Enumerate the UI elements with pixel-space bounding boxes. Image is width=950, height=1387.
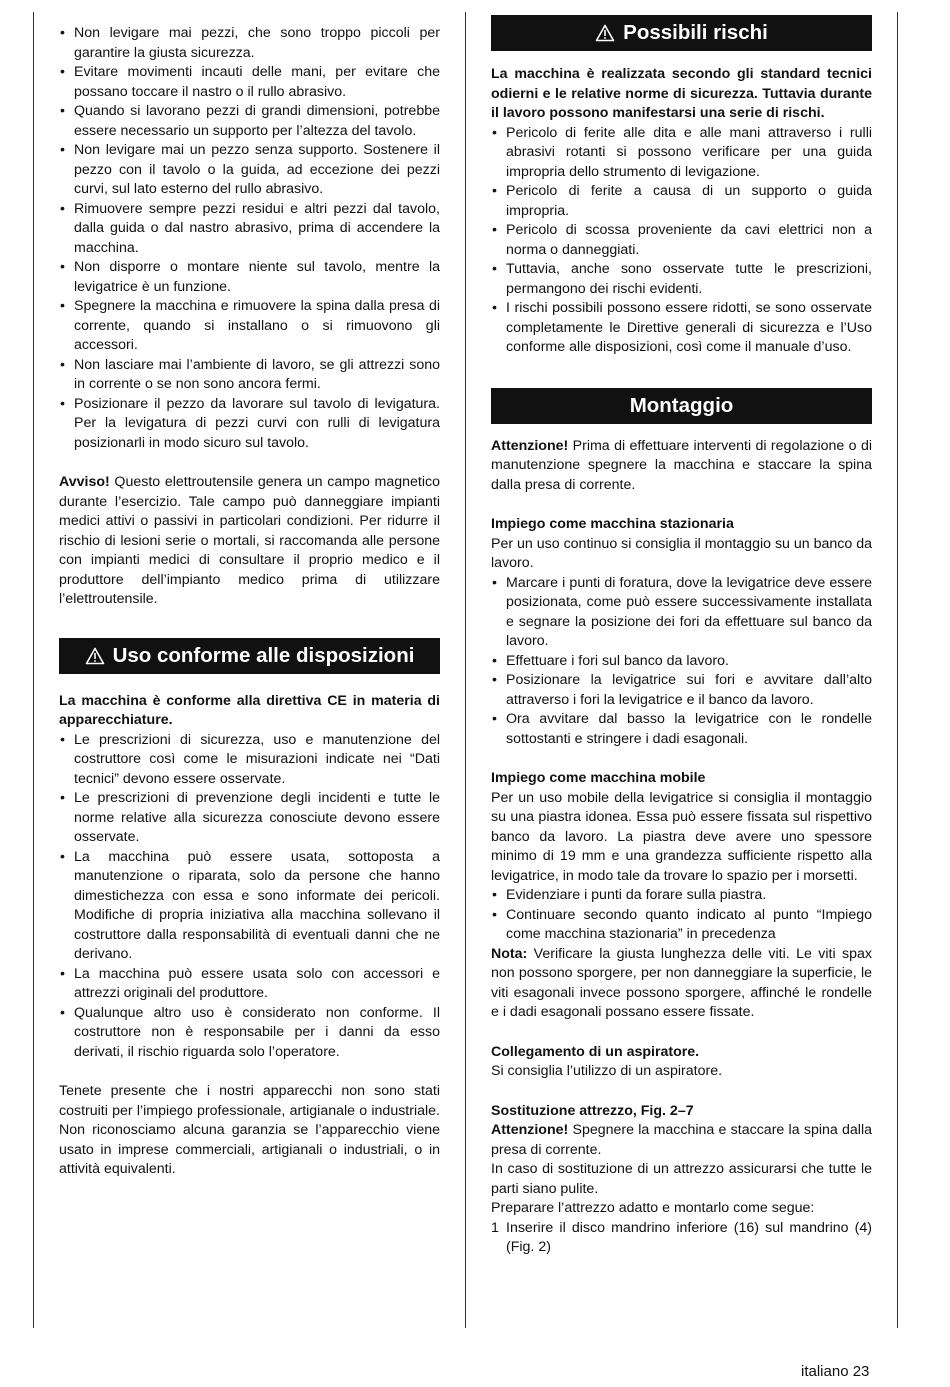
attenzione-text: Prima di effettuare interventi di regolazione o di manutenzione spegnere la macchina e staccare la spina dalla presa di corrente.	[491, 437, 872, 493]
uso-title: Uso conforme alle disposizioni	[112, 643, 415, 667]
nota-label: Nota:	[491, 945, 528, 962]
list-item: • Spegnere la macchina e rimuovere la spina dalla presa di corrente, quando si installano o si rimuovono gli accessori.	[59, 297, 440, 356]
center-column-rule	[465, 12, 466, 1328]
aspiratore-text: Si consiglia l’utilizzo di un aspiratore.	[491, 1063, 723, 1079]
list-item: • La macchina può essere usata solo con accessori e attrezzi originali del produttore.	[59, 965, 440, 1004]
uso-intro: La macchina è conforme alla direttiva CE in materia di apparecchiature.	[59, 692, 440, 728]
avviso-paragraph	[59, 473, 440, 610]
stazionaria-heading: Impiego come macchina stazionaria	[491, 516, 734, 532]
step-text: Inserire il disco mandrino inferiore (16) sul mandrino (4) (Fig. 2)	[506, 1219, 872, 1255]
nota-paragraph	[491, 945, 872, 1023]
mobile-heading: Impiego come macchina mobile	[491, 770, 706, 786]
list-item: • Tuttavia, anche sono osservate tutte le prescrizioni, permangono dei rischi evidenti.	[491, 260, 872, 299]
list-item: • Le prescrizioni di prevenzione degli incidenti e tutte le norme relative alla sicurezza conosciute devono essere osservate.	[59, 789, 440, 848]
right-column	[491, 15, 872, 1258]
left-column	[59, 24, 440, 1180]
safety-bullet-list	[59, 24, 440, 453]
uso-bullet-list	[59, 731, 440, 1063]
list-item: • Evidenziare i punti da forare sulla piastra.	[491, 886, 872, 906]
mobile-text: Per un uso mobile della levigatrice si consiglia il montaggio su una piastra idonea. Essa può essere fissata sul rispettivo banco da lavoro. La piastra deve avere uno spessore minimo di 19 mm e una grandezza sufficiente rispetto alla levigatrice, in modo tale da trovare lo spazio per i morsetti.	[491, 789, 872, 884]
list-item: • Non levigare mai un pezzo senza supporto. Sostenere il pezzo con il tavolo o la guida, ad eccezione dei pezzi curvi, sul lato esterno del rullo abrasivo.	[59, 141, 440, 200]
stazionaria-bullet-list	[491, 574, 872, 750]
attenzione-text: Spegnere la macchina e staccare la spina dalla presa di corrente.	[491, 1122, 872, 1158]
avviso-text: Questo elettroutensile genera un campo magnetico durante l’esercizio. Tale campo può danneggiare impianti medici attivi o passivi in particolari condizioni. Per ridurre il rischio di lesioni serie o mortali, si raccomanda alle persone con impianti medici di consultare il proprio medico e il produttore dell’impianto medico prima di utilizzare l’elettroutensile.	[59, 474, 440, 607]
sostituzione-attenzione	[491, 1121, 872, 1160]
rischi-section-heading	[491, 15, 872, 51]
stazionaria-text: Per un uso continuo si consiglia il montaggio su un banco da lavoro.	[491, 535, 872, 571]
sostituzione-text-1: In caso di sostituzione di un attrezzo assicurarsi che tutte le parti siano pulite.	[491, 1161, 872, 1197]
rischi-title: Possibili rischi	[623, 21, 768, 45]
rischi-bullet-list	[491, 124, 872, 358]
right-margin-rule	[897, 12, 898, 1328]
nota-text: Verificare la giusta lunghezza delle viti. Le viti spax non possono sporgere, per non danneggiare la superficie, le viti esagonali invece possono sporgere, affinché le rondelle e i dadi esagonali possano essere fissate.	[491, 945, 872, 1020]
list-item: • La macchina può essere usata, sottoposta a manutenzione o riparata, solo da persone che hanno dimestichezza con essa e sono informate dei pericoli. Modifiche di propria iniziativa alla macchina sollevano il costruttore dalla responsabilità di eventuali danni che ne derivano.	[59, 848, 440, 965]
sostituzione-text-2: Preparare l’attrezzo adatto e montarlo come segue:	[491, 1200, 815, 1216]
warning-triangle-icon	[85, 647, 105, 665]
list-item: • Pericolo di scossa proveniente da cavi elettrici non a norma o danneggiati.	[491, 221, 872, 260]
sostituzione-heading: Sostituzione attrezzo, Fig. 2–7	[491, 1102, 694, 1119]
left-margin-rule	[33, 12, 34, 1328]
rischi-intro: La macchina è realizzata secondo gli standard tecnici odierni e le relative norme di sicurezza. Tuttavia durante il lavoro possono manifestarsi una serie di rischi.	[491, 66, 872, 121]
montaggio-section-heading	[491, 388, 872, 424]
list-item: • Rimuovere sempre pezzi residui e altri pezzi dal tavolo, dalla guida o dal nastro abrasivo, prima di accendere la macchina.	[59, 200, 440, 259]
list-item: • Posizionare la levigatrice sui fori e avvitare dall’alto attraverso i fori la levigatrice e il banco da lavoro.	[491, 671, 872, 710]
uso-note: Tenete presente che i nostri apparecchi non sono stati costruiti per l’impiego professionale, artigianale o industriale. Non riconosciamo alcuna garanzia se l’apparecchio viene usato in imprese commerciali, artigianali o industriali, o in attività equivalenti.	[59, 1083, 440, 1177]
list-item: • Non lasciare mai l’ambiente di lavoro, se gli attrezzi sono in corrente o se non sono ancora fermi.	[59, 356, 440, 395]
list-item	[491, 1219, 872, 1258]
uso-section-heading	[59, 638, 440, 674]
steps-list	[491, 1219, 872, 1258]
list-item: • Quando si lavorano pezzi di grandi dimensioni, potrebbe essere necessario un supporto per l’altezza del tavolo.	[59, 102, 440, 141]
page-footer: italiano 23	[801, 1363, 870, 1380]
list-item: • Continuare secondo quanto indicato al punto “Impiego come macchina stazionaria” in precedenza	[491, 906, 872, 945]
attenzione-label: Attenzione!	[491, 437, 569, 454]
list-item: • Qualunque altro uso è considerato non conforme. Il costruttore non è responsabile per i danni da esso derivati, il rischio riguarda solo l’operatore.	[59, 1004, 440, 1063]
mobile-bullet-list	[491, 886, 872, 945]
list-item: • Marcare i punti di foratura, dove la levigatrice deve essere posizionata, come può essere successivamente installata e segnare la posizione dei fori da effettuare sul banco da lavoro.	[491, 574, 872, 652]
attenzione-label: Attenzione!	[491, 1122, 569, 1138]
aspiratore-heading: Collegamento di un aspiratore.	[491, 1043, 700, 1060]
list-item: • Non disporre o montare niente sul tavolo, mentre la levigatrice è un funzione.	[59, 258, 440, 297]
list-item: • Le prescrizioni di sicurezza, uso e manutenzione del costruttore così come le misurazioni indicate nei “Dati tecnici” devono essere osservate.	[59, 731, 440, 790]
step-number: 1	[491, 1219, 499, 1236]
montaggio-title: Montaggio	[629, 393, 734, 417]
list-item: • I rischi possibili possono essere ridotti, se sono osservate completamente le Direttive generali di sicurezza e l’Uso conforme alle disposizioni, così come il manuale d’uso.	[491, 299, 872, 358]
list-item: • Ora avvitare dal basso la levigatrice con le rondelle sottostanti e stringere i dadi esagonali.	[491, 710, 872, 749]
list-item: • Posizionare il pezzo da lavorare sul tavolo di levigatura. Per la levigatura di pezzi curvi con rulli di levigatura posizionarli in modo sicuro sul tavolo.	[59, 395, 440, 454]
list-item: • Evitare movimenti incauti delle mani, per evitare che possano toccare il nastro o il rullo abrasivo.	[59, 63, 440, 102]
list-item: • Pericolo di ferite a causa di un supporto o guida impropria.	[491, 182, 872, 221]
montaggio-attenzione	[491, 437, 872, 496]
list-item: • Pericolo di ferite alle dita e alle mani attraverso i rulli abrasivi rotanti si possono verificare per una guida impropria dello strumento di levigazione.	[491, 124, 872, 183]
list-item: • Effettuare i fori sul banco da lavoro.	[491, 652, 872, 672]
warning-triangle-icon	[595, 24, 615, 42]
list-item: • Non levigare mai pezzi, che sono troppo piccoli per garantire la giusta sicurezza.	[59, 24, 440, 63]
avviso-label: Avviso!	[59, 474, 110, 490]
